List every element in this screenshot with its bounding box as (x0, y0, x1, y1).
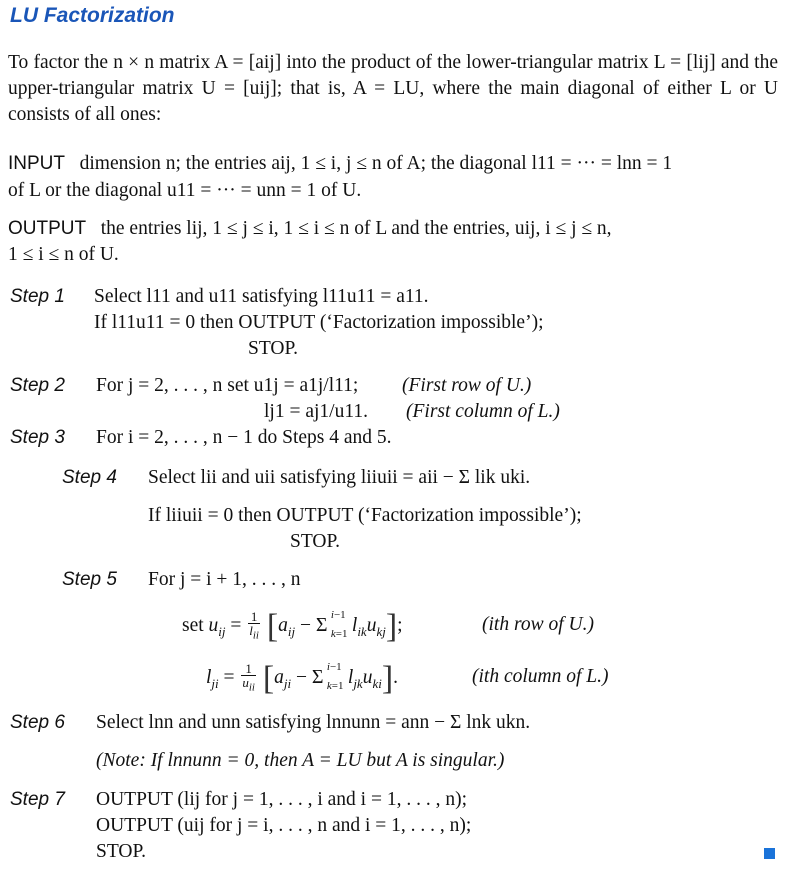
step-5-comment-2: (ith column of L.) (472, 666, 609, 687)
step-3-line-1: For i = 2, . . . , n − 1 do Steps 4 and 5. (96, 427, 392, 448)
output-line-1 (8, 218, 612, 240)
input-label: INPUT (8, 153, 65, 174)
input-text-1: dimension n; the entries aij, 1 ≤ i, j ≤ n of A; the diagonal l11 = ··· = lnn = 1 (79, 153, 673, 174)
page-title: LU Factorization (10, 4, 175, 27)
step-1-label: Step 1 (10, 286, 65, 307)
step-2-comment-2: (First column of L.) (406, 401, 560, 422)
step-5-formula-l: $l_{ji}$ = $\frac{1}{u_{ii}}$ [$a_{ji} - \Sigma$ i−1 k=1 $l_{jk}u_{ki}$]. (206, 660, 399, 697)
input-text-2: of L or the diagonal u11 = ··· = unn = 1 of U. (8, 180, 362, 201)
step-4-stop: STOP. (290, 531, 341, 552)
step-6-line-1: Select lnn and unn satisfying lnnunn = ann − Σ lnk ukn. (96, 712, 531, 733)
step-5-label: Step 5 (62, 569, 117, 590)
step-3-label: Step 3 (10, 427, 65, 448)
step-4-line-1: Select lii and uii satisfying liiuii = aii − Σ lik uki. (148, 467, 531, 488)
step-6-note: (Note: If lnnunn = 0, then A = LU but A is singular.) (96, 750, 505, 771)
step-1-line-2: If l11u11 = 0 then OUTPUT (‘Factorization impossible’); (94, 312, 544, 333)
step-4-label: Step 4 (62, 467, 117, 488)
output-text-1: the entries lij, 1 ≤ j ≤ i, 1 ≤ i ≤ n of L and the entries, uij, i ≤ j ≤ n, (100, 218, 612, 239)
step-7-line-2: OUTPUT (uij for j = i, . . . , n and i = 1, . . . , n); (96, 815, 472, 836)
step-2-comment-1: (First row of U.) (402, 375, 532, 396)
end-of-algorithm-square-icon (764, 848, 775, 859)
step-7-stop: STOP. (96, 841, 147, 862)
step-5-line-1: For j = i + 1, . . . , n (148, 569, 301, 590)
step-4-line-2: If liiuii = 0 then OUTPUT (‘Factorization impossible’); (148, 505, 582, 526)
step-2-line-1: For j = 2, . . . , n set u1j = a1j/l11; (96, 375, 359, 396)
step-7-label: Step 7 (10, 789, 65, 810)
step-5-formula-u: set $u_{ij}$ = $\frac{1}{l_{ii}}$ [$a_{ij} - \Sigma$ i−1 k=1 $l_{ik}u_{kj}$]; (182, 608, 403, 645)
step-1-line-1: Select l11 and u11 satisfying l11u11 = a11. (94, 286, 429, 307)
step-6-label: Step 6 (10, 712, 65, 733)
step-7-line-1: OUTPUT (lij for j = 1, . . . , i and i = 1, . . . , n); (96, 789, 467, 810)
output-text-2: 1 ≤ i ≤ n of U. (8, 244, 119, 265)
step-2-label: Step 2 (10, 375, 65, 396)
intro-paragraph: To factor the n × n matrix A = [aij] into the product of the lower-triangular matrix L = [lij] and the upper-triangular matrix U = [uij]; that is, A = LU, where the main diagonal of either L or U consists of all ones: (8, 52, 778, 125)
step-1-stop: STOP. (248, 338, 299, 359)
step-5-comment-1: (ith row of U.) (482, 614, 594, 635)
step-2-line-2: lj1 = aj1/u11. (264, 401, 368, 422)
output-label: OUTPUT (8, 218, 87, 239)
input-line-1 (8, 153, 672, 175)
